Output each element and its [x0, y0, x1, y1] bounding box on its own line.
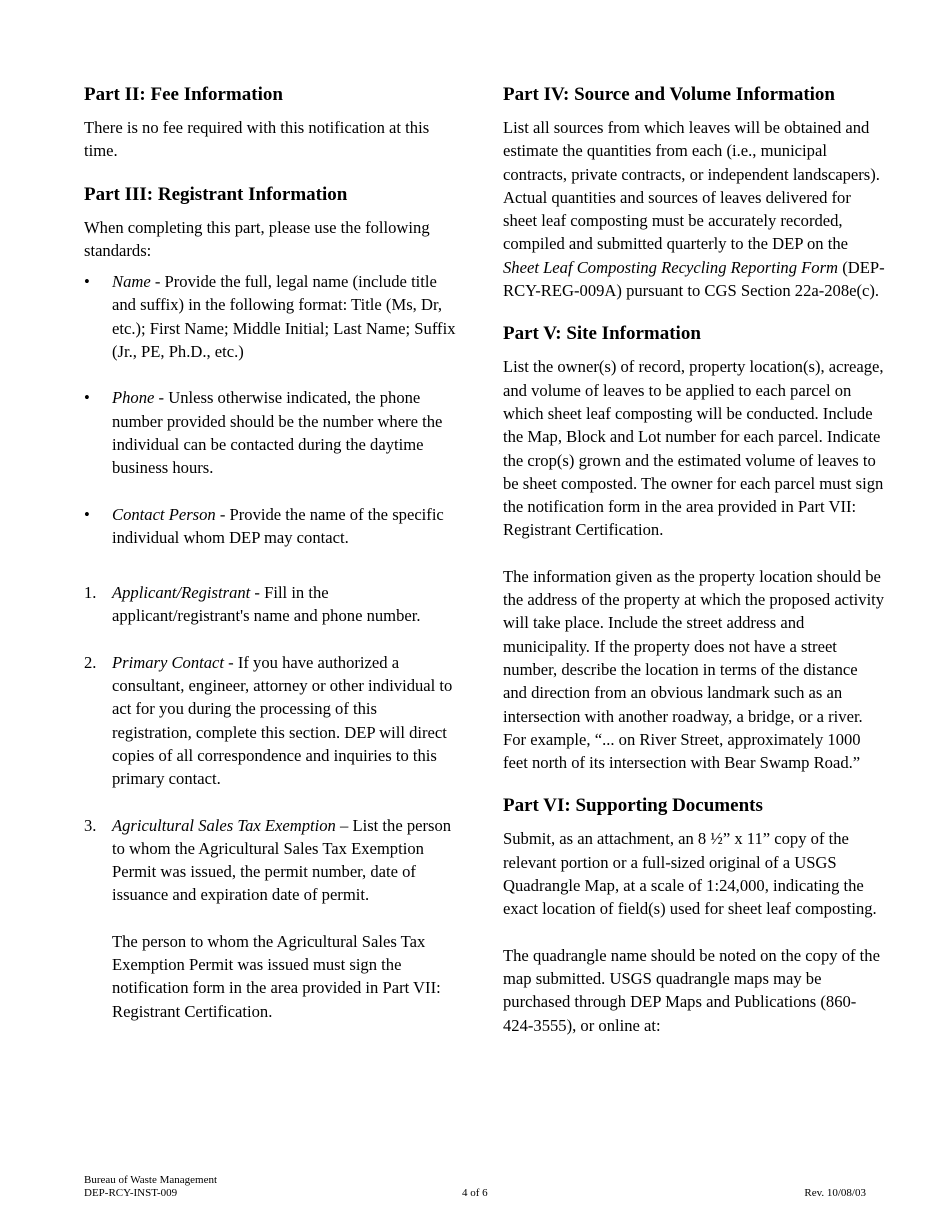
item-text: Fill in the applicant/registrant's name and phone number. [112, 583, 421, 626]
part5-heading: Part V: Site Information [503, 323, 701, 345]
item-sep: - [224, 652, 238, 672]
item-sep: – [335, 815, 353, 835]
part4-text-after: (DEP-RCY-REG-009A) pursuant to CGS Section 22a-208e(c). [503, 257, 885, 301]
numbered-item-primary-contact [84, 651, 456, 791]
footer-doc-id: DEP-RCY-INST-009 [84, 1187, 178, 1199]
part5-para2: The information given as the property location should be the address of the property at which the proposed activity will take place. Include the street address and municipality. If the property does not have a street number, describe the location in terms of the distance and direction from an obvious landmark such as an intersection with another roadway, a bridge, or a river. For example, “... on River Street, approximately 1000 feet north of its intersection with Bear Swamp Road.” [503, 566, 885, 773]
bullet-item-phone [84, 386, 456, 479]
part3-heading: Part III: Registrant Information [84, 183, 348, 205]
bullet-sep: - [215, 504, 230, 524]
numbered-instructions-list [84, 581, 456, 907]
numbered-item-applicant [84, 581, 456, 628]
bullet-item-name [84, 270, 456, 363]
reporting-form-name: Sheet Leaf Composting Recycling Reporting Form [503, 257, 839, 277]
part2-section [84, 82, 456, 163]
footer-bureau: Bureau of Waste Management [84, 1174, 218, 1186]
part6-heading: Part VI: Supporting Documents [503, 795, 763, 817]
part5-section [503, 321, 885, 774]
part4-text-before: List all sources from which leaves will be obtained and estimate the quantities from each (i.e., municipal contracts, private contracts, or independent landscapers). Actual quantities and sources of leaves delivered for sheet leaf composting must be accurately recorded, compiled and submitted quarterly to the DEP on the [503, 118, 880, 254]
bullet-sep: - [154, 388, 169, 408]
bullet-item-contact-person [84, 503, 456, 550]
tax-exemption-followup: The person to whom the Agricultural Sales Tax Exemption Permit was issued must sign the notification form in the area provided in Part VII: Registrant Certification. [112, 931, 441, 1021]
part3-intro: When completing this part, please use the following standards: [84, 217, 430, 260]
footer-page-number: 4 of 6 [462, 1187, 488, 1199]
footer-left [84, 1174, 217, 1200]
part5-para1: List the owner(s) of record, property location(s), acreage, and volume of leaves to be applied to each parcel on which sheet leaf composting will be conducted. Include the Map, Block and Lot number for each parcel. Indicate the crop(s) grown and the estimated volume of leaves to be sheet composted. The owner for each parcel must sign the notification form in the area provided in Part VII: Registrant Certification. [503, 357, 884, 540]
item-number: 2. [84, 652, 97, 672]
bullet-term: Name [112, 272, 151, 292]
standards-bullet-list [84, 270, 456, 549]
item-text: List the person to whom the Agricultural Sales Tax Exemption Permit was issued, the permit number, date of issuance and expiration date of permit. [112, 815, 452, 905]
part6-para1: Submit, as an attachment, an 8 ½” x 11” copy of the relevant portion or a full-sized original of a USGS Quadrangle Map, at a scale of 1:24,000, indicating the exact location of field(s) used for sheet leaf composting. [503, 829, 877, 919]
part2-text: There is no fee required with this notification at this time. [84, 118, 430, 161]
right-column [503, 82, 885, 1056]
item-number: 3. [84, 815, 97, 835]
part3-section [84, 182, 456, 1023]
bullet-term: Contact Person [112, 504, 216, 524]
bullet-text: Provide the name of the specific individual whom DEP may contact. [112, 504, 444, 547]
left-column [84, 82, 456, 1042]
part4-section [503, 82, 885, 302]
bullet-icon: • [84, 504, 90, 524]
item-term: Agricultural Sales Tax Exemption [112, 815, 336, 835]
numbered-item-tax-exemption [84, 814, 456, 907]
footer-revision: Rev. 10/08/03 [804, 1187, 866, 1199]
item-text: If you have authorized a consultant, engineer, attorney or other individual to act for you during the processing of this registration, complete this section. DEP will direct copies of all correspondence and inquiries to this primary contact. [112, 652, 453, 789]
item-sep: - [250, 583, 265, 603]
part4-heading: Part IV: Source and Volume Information [503, 84, 835, 105]
bullet-text: Provide the full, legal name (include title and suffix) in the following format: Title (Ms, Dr, etc.); First Name; Middle Initial; Last Name; Suffix (Jr., PE, Ph.D., etc.) [112, 272, 456, 362]
item-term: Primary Contact [112, 652, 224, 672]
bullet-icon: • [84, 272, 90, 292]
part4-text [503, 116, 885, 302]
item-term: Applicant/Registrant [112, 583, 251, 603]
bullet-sep: - [150, 272, 165, 292]
bullet-icon: • [84, 388, 90, 408]
part6-section [503, 793, 885, 1036]
bullet-text: Unless otherwise indicated, the phone number provided should be the number where the individual can be contacted during the daytime business hours. [112, 388, 443, 478]
bullet-term: Phone [112, 388, 155, 408]
item-number: 1. [84, 583, 97, 603]
part2-heading: Part II: Fee Information [84, 84, 283, 105]
part6-para2: The quadrangle name should be noted on the copy of the map submitted. USGS quadrangle maps may be purchased through DEP Maps and Publications (860-424-3555), or online at: [503, 945, 880, 1035]
